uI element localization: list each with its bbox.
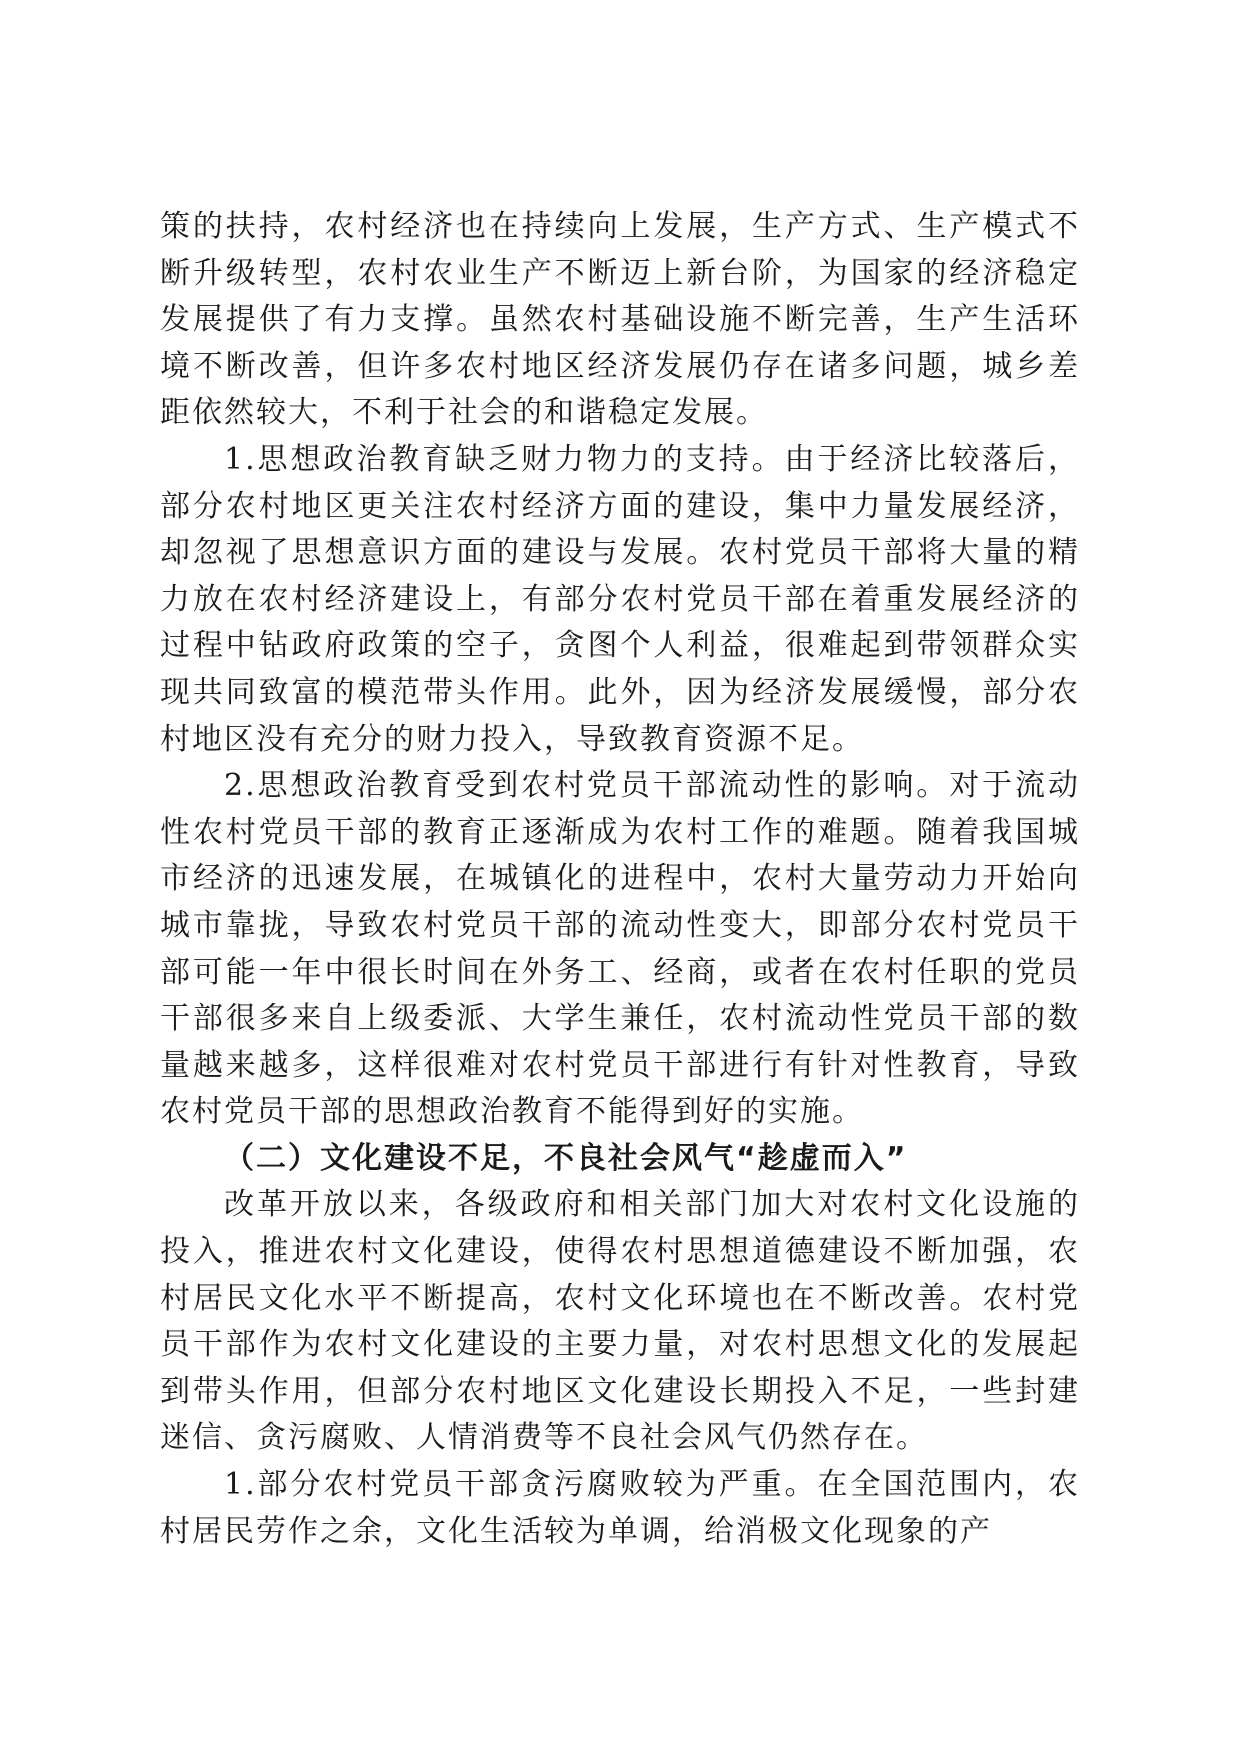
paragraph-cadre-mobility: 2.思想政治教育受到农村党员干部流动性的影响。对于流动性农村党员干部的教育正逐渐成为农村工作的难题。随着我国城市经济的迅速发展，在城镇化的进程中，农村大量劳动力开始向城市靠拢，导致农村党员干部的流动性变大，即部分农村党员干部可能一年中很长时间在外务工、经商，或者在农村任职的党员干部很多来自上级委派、大学生兼任，农村流动性党员干部的数量越来越多，这样很难对农村党员干部进行有针对性教育，导致农村党员干部的思想政治教育不能得到好的实施。 xyxy=(160,768,1080,1130)
document-page xyxy=(160,204,1080,1555)
paragraph-continuation: 策的扶持，农村经济也在持续向上发展，生产方式、生产模式不断升级转型，农村农业生产不断迈上新台阶，为国家的经济稳定发展提供了有力支撑。虽然农村基础设施不断完善，生产生活环境不断改善，但许多农村地区经济发展仍存在诸多问题，城乡差距依然较大，不利于社会的和谐稳定发展。 xyxy=(160,209,1080,431)
paragraph-corruption: 1.部分农村党员干部贪污腐败较为严重。在全国范围内，农村居民劳作之余，文化生活较为单调，给消极文化现象的产 xyxy=(160,1467,1080,1549)
paragraph-funding-support: 1.思想政治教育缺乏财力物力的支持。由于经济比较落后，部分农村地区更关注农村经济方面的建设，集中力量发展经济，却忽视了思想意识方面的建设与发展。农村党员干部将大量的精力放在农村经济建设上，有部分农村党员干部在着重发展经济的过程中钻政府政策的空子，贪图个人利益，很难起到带领群众实现共同致富的模范带头作用。此外，因为经济发展缓慢，部分农村地区没有充分的财力投入，导致教育资源不足。 xyxy=(160,441,1080,757)
section-heading-culture: （二）文化建设不足，不良社会风气“趁虚而入” xyxy=(224,1140,908,1176)
paragraph-culture-investment: 改革开放以来，各级政府和相关部门加大对农村文化设施的投入，推进农村文化建设，使得农村思想道德建设不断加强，农村居民文化水平不断提高，农村文化环境也在不断改善。农村党员干部作为农村文化建设的主要力量，对农村思想文化的发展起到带头作用，但部分农村地区文化建设长期投入不足，一些封建迷信、贪污腐败、人情消费等不良社会风气仍然存在。 xyxy=(160,1187,1080,1456)
